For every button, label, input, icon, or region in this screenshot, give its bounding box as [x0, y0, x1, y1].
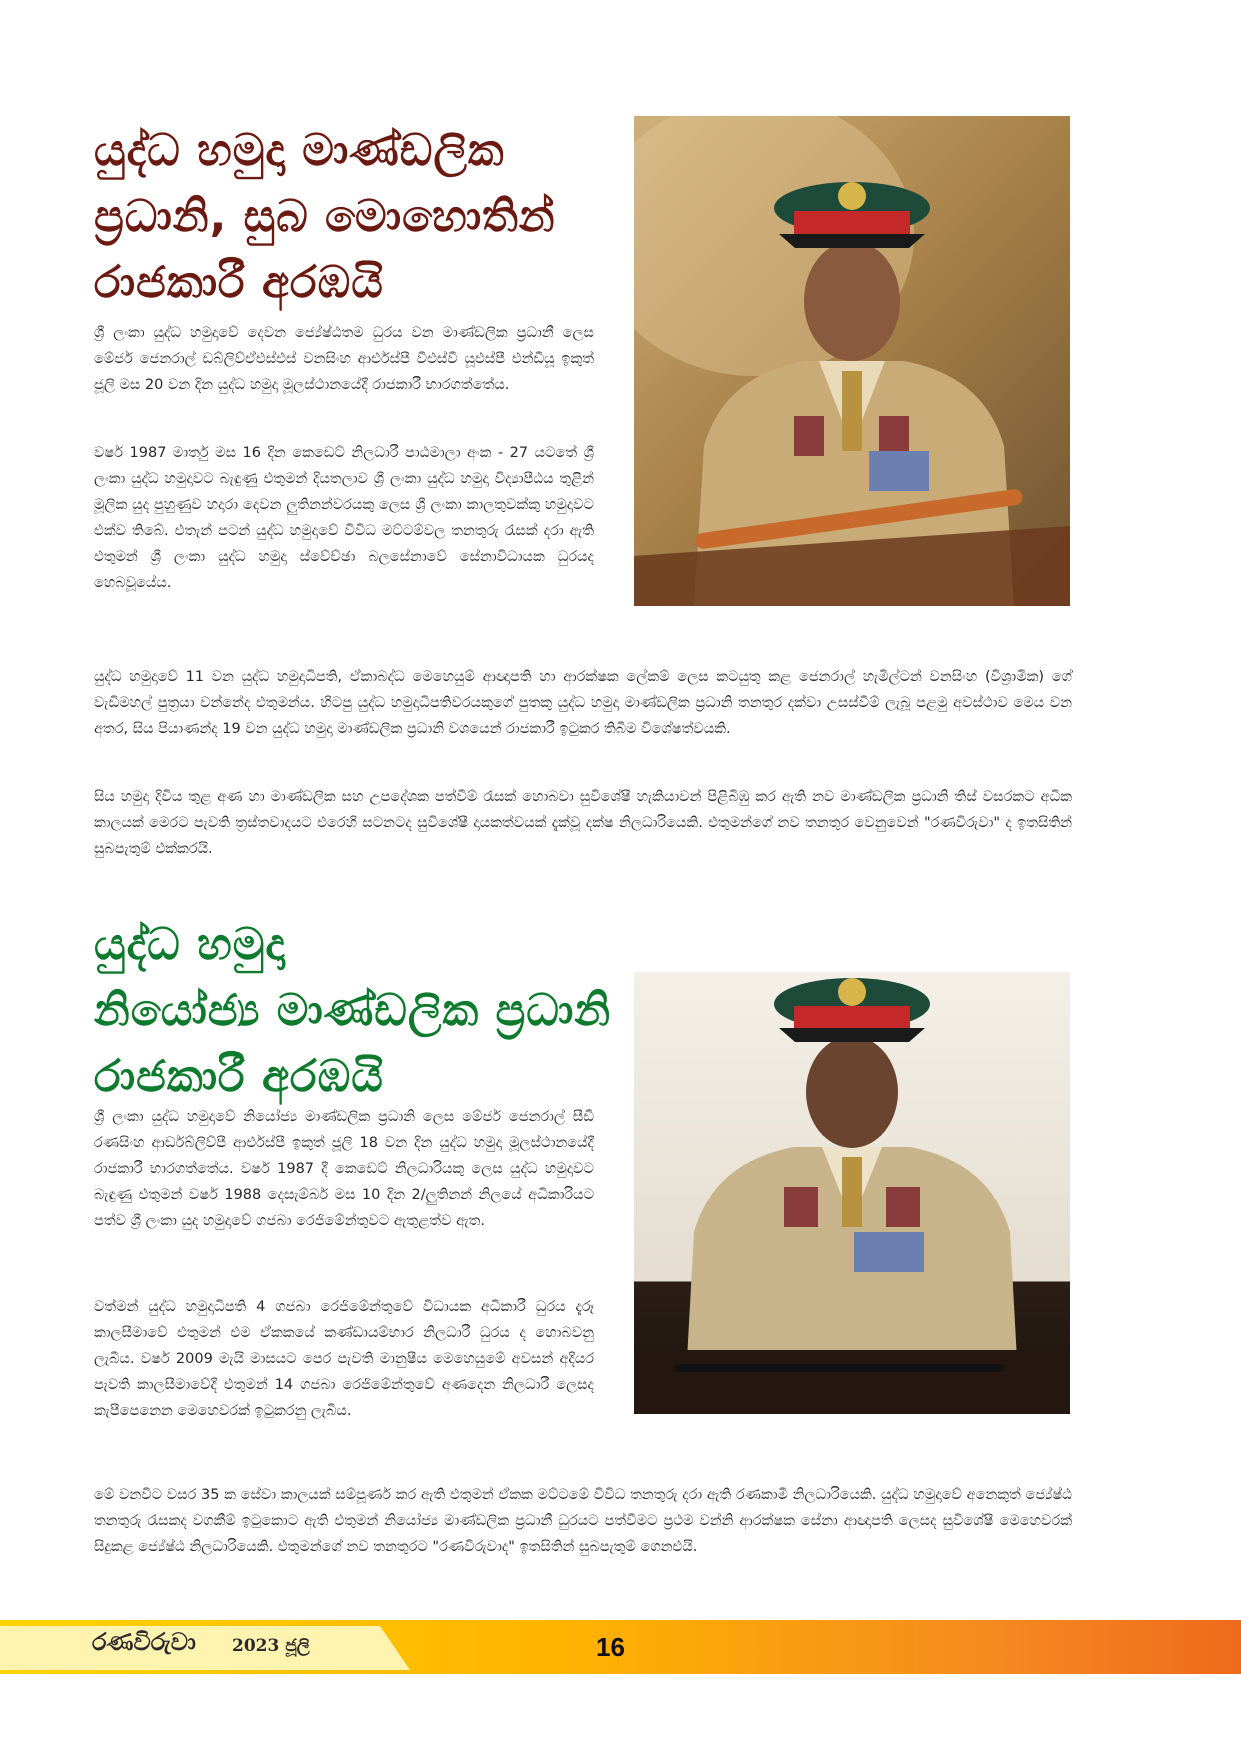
article1-paragraph: ශ්‍රී ලංකා යුද්ධ හමුදාවේ දෙවන ජ්‍යේෂ්ඨතම ධුරය වන මාණ්ඩලික ප්‍රධානී ලෙස මේජර් ජෙනරාල් ඩබ්ලිව්ඒඑස්එස් වනසිංහ ආර්එස්පී වීඑස්වී යූඑස්පී එන්ඩීයූ ඉකුත් ජූලි මස 20 වන දින යුද්ධ හමුදා මූලස්ථානයේදී රාජකාරී භාරගත්තේය.	[94, 325, 594, 393]
article2-paragraph: ශ්‍රී ලංකා යුද්ධ හමුදාවේ නියෝජ්‍ය මාණ්ඩලික ප්‍රධානි ලෙස මේජර් ජෙනරාල් සීඩී රණසිංහ ආර්ඩබ්ලිව්පී ආර්එස්පී ඉකුත් ජූලි 18 වන දින යුද්ධ හමුදා මූලස්ථානයේදී රාජකාරී භාරගත්තේය. වර්ෂ 1987 දී කෙඩෙට් නිලධාරියකු ලෙස යුද්ධ හමුදාවට බැඳුණු එතුමන් වර්ෂ 1988 දෙසැම්බර් මස 10 දින 2/ලුතිනන් නිලයේ අධිකාරියට පත්ව ශ්‍රී ලංකා යුද හමුදාවේ ගජබා රෙජිමේන්තුවට ඇතුළත්ව ඇත.	[94, 1109, 594, 1229]
issue-date: 2023 ජූලි	[232, 1636, 310, 1656]
headline-line: රාජකාරී අරඹයි	[94, 257, 384, 308]
chief-of-staff-photo	[634, 116, 1070, 606]
article1-paragraph: වර්ෂ 1987 මාර්තු මස 16 දින කෙඩෙට් නිලධාරී පාඨමාලා අංක - 27 යටතේ ශ්‍රී ලංකා යුද්ධ හමුදාවට බැඳුණු එතුමන් දියතලාව ශ්‍රී ලංකා යුද්ධ හමුදා විද්‍යාපීඨය තුළින් මූලික යුද පුහුණුව හදාරා දෙවන ලුතිනන්වරයකු ලෙස ශ්‍රී ලංකා කාලතුවක්කු හමුදාවට එක්ව තිබේ. එතැන් පටන් යුද්ධ හමුදාවේ විවිධ මට්ටම්වල තනතුරු රැසක් දරා ඇති එතුමන් ශ්‍රී ලංකා යුද්ධ හමුදා ස්වේච්ඡා බලසේනාවේ සේනාවිධායක ධුරයද හෙබවූයේය.	[94, 445, 594, 591]
article1-headline	[94, 118, 556, 316]
headline-line: යුද්ධ හමුදා මාණ්ඩලික	[94, 125, 505, 176]
article2-paragraph: වත්මන් යුද්ධ හමුදාධිපති 4 ගජබා රෙජිමේන්තුවේ විධායක අධිකාරී ධුරය දැරූ කාලසීමාවේ එතුමන් එම ඒකකයේ කණ්ඩායම්භාර නිලධාරී ධුරය ද හොබවනු ලැබීය. වර්ෂ 2009 මැයි මාසයට පෙර පැවති මානුෂීය මෙහෙයුමේ අවසන් අදියර පැවති කාලසීමාවේදී එතුමන් 14 ගජබා රෙජිමේන්තුවේ අණදෙන නිලධාරී ලෙසද කැපීපෙනෙන මෙහෙවරක් ඉටුකරනු ලැබීය.	[94, 1299, 594, 1419]
page-number: 16	[596, 1632, 625, 1662]
article1-paragraph: සිය හමුදා දිවිය තුළ අණ හා මාණ්ඩලික සහ උපදේශක පත්වීම් රැසක් හොබවා සුවිශේෂී හැකියාවන් පිළිබිඹු කර ඇති නව මාණ්ඩලික ප්‍රධානි තිස් වසරකට අධික කාලයක් මෙරට පැවති ත්‍රස්තවාදයට එරෙහි සටනටද සුවිශේෂී දායකත්වයක් දැක්වූ දක්ෂ නිලධාරියෙකි. එතුමන්ගේ නව තනතුර වෙනුවෙන් "රණවිරුවා" ද ඉතසිතින් සුබපැතුම් එක්කරයි.	[94, 789, 1072, 857]
article2-paragraph: මේ වනවිට වසර 35 ක සේවා කාලයක් සම්පූර්ණ කර ඇති එතුමන් ඒකක මට්ටමේ විවිධ තනතුරු දරා ඇති රණකාමී නිලධාරියෙකි. යුද්ධ හමුදාවේ අනෙකුත් ජ්‍යේෂ්ඨ තනතුරු රැසකද වගකීම් ඉටුකොට ඇති එතුමන් නියෝජ්‍ය මාණ්ඩලික ප්‍රධානී ධුරයට පත්වීමට ප්‍රථම වන්නි ආරක්ෂක සේනා ආඥාපති ලෙසද සුවිශේෂී මෙහෙවරක් සිදුකළ ජ්‍යේෂ්ඨ නිලධාරියෙකි. එතුමන්ගේ නව තනතුරට "රණවිරුවාද" ඉතසිතින් සුබපැතුම් ගෙනඑයි.	[94, 1487, 1072, 1555]
article2-headline	[94, 912, 611, 1110]
magazine-logo: රණවිරුවා	[92, 1628, 196, 1656]
article1-paragraph: යුද්ධ හමුදාවේ 11 වන යුද්ධ හමුදාධිපති, ඒකාබද්ධ මෙහෙයුම් ආඥාපති හා ආරක්ෂක ලේකම් ලෙස කටයුතු කළ ජෙනරාල් හැමිල්ටන් වනසිංහ (විශ්‍රාමික) ගේ වැඩිමහල් පුත්‍රයා වන්නේද එතුමන්ය. හිටපු යුද්ධ හමුදාධිපතිවරයකුගේ පුතකු යුද්ධ හමුදා මාණ්ඩලික ප්‍රධානි තනතුර දක්වා උසස්වීම් ලැබූ පළමු අවස්ථාව මෙය වන අතර, සිය පියාණන්ද 19 වන යුද්ධ හමුදා මාණ්ඩලික ප්‍රධානි වශයෙන් රාජකාරී ඉටුකර තිබීම විශේෂත්වයකි.	[94, 669, 1072, 737]
deputy-chief-of-staff-photo	[634, 972, 1070, 1414]
headline-line: යුද්ධ හමුදා	[94, 919, 286, 970]
officer-portrait-illustration	[634, 116, 1070, 606]
officer-portrait-illustration	[634, 972, 1070, 1414]
headline-line: ප්‍රධානි, සුබ මොහොතින්	[94, 191, 556, 242]
headline-line: රාජකාරී අරඹයි	[94, 1051, 384, 1102]
footer-left-panel	[0, 1626, 410, 1670]
headline-line: නියෝජ්‍ය මාණ්ඩලික ප්‍රධානි	[94, 985, 612, 1036]
